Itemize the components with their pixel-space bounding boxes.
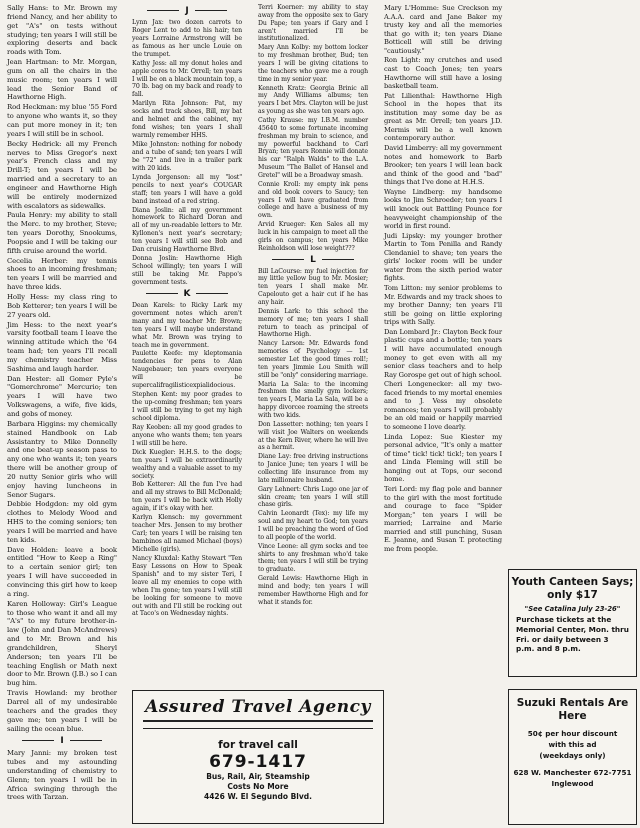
will-entry: Gerald Lewis: Hawthorne High in mind and body; ten years I will remember Hawthorne High and for what it stands for. (258, 575, 368, 606)
column-2 (132, 4, 242, 626)
will-entry: David Limberry: all my government notes and homework to Barb Brooker; ten years I will lean back and think of the good and "bad" things that I've done at H.H.S. (384, 144, 502, 187)
entries-k (132, 302, 242, 619)
will-entry: Teri Lord: my flag pole and banner to the girl with the most fortitude and courage to face "Spider Morgan;" ten years I will be married; Larraine and Marie married and still punching, Susan E. Jeanne, and Susan T. protecting me from people. (384, 484, 502, 553)
will-entry: Don Lassetter: nothing; ten years I will visit Joe Walters on weekends at the Kern River, where he will live as a hermit. (258, 420, 368, 452)
will-entry: Calvin Leonardt (Tex): my life my soul and my heart to God; ten years I will be preaching the word of God to all people of the world. (258, 510, 368, 541)
suzuki-rentals-ad (508, 689, 637, 825)
travel-agency-ad (132, 690, 384, 824)
will-entry: Becky Hedrick: all my French nerves to Miss Gregor's next year's French class and my Drill-T; ten years I will be married and a secretary to an engineer and Hawthorne High will be entirely modernized with escalators as sidewalks. (7, 139, 117, 210)
suzuki-line-6: 628 W. Manchester 672-7751 (513, 768, 632, 777)
section-divider-j: J (132, 8, 242, 16)
will-entry: Mary Janni: my broken test tubes and my astounding understanding of chemistry to Glenn; ten years I will be in Africa swinging through the trees with Tarzan. (7, 749, 117, 802)
will-entry: Lynda Jorgenson: all my "lost" pencils to next year's COUGAR staff; ten years I will have a gold band instead of a red string. (132, 173, 242, 205)
suzuki-line-2: Here (558, 710, 587, 722)
entries-h (7, 4, 117, 733)
travel-ad-services: Bus, Rail, Air, Steamship (206, 772, 310, 781)
suzuki-line-5: (weekdays only) (539, 751, 606, 760)
will-entry: Barbara Higgins: my chemically stained Handbook on Lab Assistantry to Mike Donnelly and one beat-up season pass to any one who wants it; ten years there will be another group of 20 nutty Senior girls who will enjoy having luncheons in Senor Sugars. (7, 419, 117, 499)
will-entry: Linda Lopez: Sue Kiester my personal advice, "It's only a matter of time" tick! tick! tick!; ten years I and Linda Fleming will still be hanging out at Tops, our second home. (384, 432, 502, 484)
travel-ad-title: Assured Travel Agency (145, 697, 371, 717)
entries-k-continued (258, 4, 368, 253)
travel-ad-more: Costs No More (227, 782, 289, 791)
will-entry: Paula Henry: my ability to stall the Merc. to my brother, Steve; ten years Dorothy, Snookums, Poopsie and I will be taking our fifth cruise around the world. (7, 211, 117, 255)
suzuki-line-3: 50¢ per hour discount (527, 729, 618, 738)
will-entry: Nancy Larson: Mr. Edwards fond memories of Psychology — 1st semester Let the good times roll!; ten years Jimmie Lou Smith will still be "only" considering marriage. (258, 340, 368, 379)
entries-l-continued (384, 4, 502, 553)
will-entry: Ron Light: my crutches and used cast to Coach Jones; ten years Hawthorne will still have a losing basketball team. (384, 56, 502, 91)
entries-i (7, 749, 117, 802)
travel-ad-address: 4426 W. El Segundo Blvd. (204, 792, 312, 801)
will-entry: Maria La Sala: to the incoming freshmen the smelly gym lockers; ten years I, Maria La Sala, will be a happy divorcee roaming the streets with two kids. (258, 380, 368, 419)
column-4 (384, 4, 502, 564)
suzuki-line-1: Suzuki Rentals Are (516, 697, 629, 709)
will-entry: Stephen Kent: my poor grades to the up-coming freshman; ten years I will still be trying to get my high school diploma. (132, 391, 242, 422)
will-entry: Debbie Hodgdon: my old gym clothes to Melody Wood and HHS to the coming seniors; ten years I will be married and have ten kids. (7, 500, 117, 544)
will-entry: Terri Koerner: my ability to stay away from the opposite sex to Gary Du Pape; ten years if Gary and I aren't married I'll be institutionalized. (258, 4, 368, 43)
will-entry: Kenneth Kratz: Georgia Brinic all my Andy Williams albums; ten years I bet Mrs. Clayton will be just as young as she was ten years ago. (258, 84, 368, 116)
will-entry: Cecelia Herber: my tennis shoes to an incoming freshman; ten years I will be married and have three kids. (7, 256, 117, 292)
canteen-price: only $17 (547, 589, 598, 601)
canteen-body: Purchase tickets at the Memorial Center, Mon. thru Fri. or daily between 3 p.m. and 8 p.m. (516, 615, 629, 654)
will-entry: Dan Lombard Jr.: Clayton Beck four plastic cups and a bottle; ten years I will have accumulated enough money to get even with all my senior class teachers and to help Ray Gorospe get out of high school. (384, 327, 502, 379)
will-entry: Ray Keoben: all my good grades to anyone who wants them; ten years I will still be here. (132, 423, 242, 447)
will-entry: Holly Hess: my class ring to Bob Ketterer; ten years I will be 27 years old. (7, 293, 117, 319)
will-entry: Vince Leone: all gym socks and tee shirts to any freshman who'd take them; ten years I will still be trying to graduate. (258, 542, 368, 574)
will-entry: Dick Kuegler: H.H.S. to the dogs; ten years I will be extraordinarily wealthy and a valuable asset to my society. (132, 448, 242, 480)
section-divider-k: K (132, 291, 242, 299)
suzuki-line-4: with this ad (548, 740, 597, 749)
will-entry: Jean Hartman: to Mr. Morgan, gum on all the chairs in the music room; ten years I will lead the Senior Band of Hawthorne High. (7, 58, 117, 102)
entries-j (132, 19, 242, 287)
youth-canteen-ad (508, 569, 637, 677)
will-entry: Jim Hess: to the next year's varsity football team I leave the winning attitude which the '64 team had; ten years I'll recall my chemistry teacher Miss Sashima and laugh harder. (7, 320, 117, 373)
will-entry: Cheri Longenecker: all my two-faced friends to my mortal enemies and to J. Vess my obsolete romances; ten years I will probably be an old maid or happily married to someone I love dearly. (384, 380, 502, 431)
will-entry: Nancy Kluxdal: Kathy Stewart "Ten Easy Lessons on How to Speak Spanish" and to my sister Teri, I leave all my enemies to cope with when I'm gone; ten years I will still be looking for someone to move out with and I'll still be rocking out at Taco's on Wednesday nights. (132, 554, 242, 618)
canteen-see-line: "See Catalina July 23-26" (524, 605, 621, 613)
will-entry: Bob Ketterer: All the fun I've had and all my straws to Bill McDonald; ten years I will be back with Holly again, if it's okay with her. (132, 481, 242, 513)
will-entry: Arvid Krueger: Ken Sales all my luck in his campaign to meet all the girls on campus; ten years Mike Reinholdson will lose weight??? (258, 221, 368, 252)
travel-ad-phone: 679-1417 (209, 752, 307, 772)
will-entry: Mary Ann Kolby: my bottom locker to my freshman brother, Bud; ten years I will be giving citations to the teachers who gave me a rough time in my senior year. (258, 44, 368, 83)
will-entry: Diane Lay: free driving instructions to Janice June; ten years I will be collecting life insurance from my late millionaire husband. (258, 453, 368, 484)
will-entry: Karen Holloway: Girl's League to those who want it and all my "A's" to my future brother-in-law (John and Dan McAndrews) and to Mr. Brown and his grandchildren, Sheryl Anderson; ten years I'll be teaching English or Math next door to Mr. Brown (J.B.) so I can bug him. (7, 599, 117, 688)
will-entry: Travis Howland: my brother Darrel all of my undesirable teachers and the grades they gave me; ten years I will be sailing the ocean blue. (7, 689, 117, 733)
will-entry: Donna Joslin: Hawthorne High School willingly; ten years I will still be taking Mr. Pappo's government tests. (132, 255, 242, 286)
will-entry: Rod Heckman: my blue '55 Ford to anyone who wants it, so they can put more money in it; ten years I will still be in school. (7, 103, 117, 138)
section-divider-l: L (258, 257, 368, 265)
will-entry: Marilyn Rita Johnson: Pat, my socks and track shoes, Bill, my bat and helmet and the cabinet, my fond wishes; ten years I shall warmly remember HHS. (132, 100, 242, 140)
will-entry: Lynn Jax: two dozen carrots to Roger Lent to add to his hair; ten years Lorraine Armstrong will be as famous as her uncle Louie on the trumpet. (132, 18, 242, 58)
will-entry: Sally Hans: to Mr. Brown my friend Nancy, and her ability to get "A's" on tests without studying; ten years I will still be exploring deserts and back roads with Tom. (7, 4, 117, 57)
will-entry: Judi Lipsky: my younger brother Martin to Tom Penilla and Randy Clendaniel to shave; ten years the girls' locker room will be under water from the sixth period water fights. (384, 231, 502, 283)
travel-ad-rule (143, 720, 373, 729)
entries-l (258, 268, 368, 607)
will-entry: Cathy Krause: my I.B.M. number 45640 to some fortunate incoming freshman my brain to science, and my powerful backhand to Carl Bryan; ten years Ronnie will donate his car "Ralph Walds" to the L.A. Museum "The Ballet of Hansel and Gretel" will be a Broadway smash. (258, 117, 368, 180)
will-entry: Gary Lehnert: Chris Lugo one jar of skin cream; ten years I will still chase girls. (258, 485, 368, 509)
will-entry: Dennis Lark: to this school the memory of me; ten years I shall return to teach as principal of Hawthorne High. (258, 307, 368, 339)
canteen-headline: Youth Canteen Says; (511, 576, 634, 588)
suzuki-line-7: Inglewood (551, 779, 594, 788)
will-entry: Paulette Keefe: my kleptomania tendencies for pens to Alan Naugebauer; ten years everyone will be supercalifragilisticexpialidocious. (132, 350, 242, 390)
will-entry: Pat Lilienthal: Hawthorne High School in the hopes that its institution may some day be as great as Mr. Orrell; ten years J.D. Mermis will be a well known contemporary author. (384, 91, 502, 143)
will-entry: Bill LaCourse: my fuel injection for my little yellow bug to Mr. Mosier; ten years I shall make Mr. Capelouto get a hair cut if he has any hair. (258, 267, 368, 306)
will-entry: Mary L'Homme: Sue Creckson my A.A.A. card and Jane Baker my trusty key and all the memories that go with it; ten years Diane Botticell will still be driving "cautiously." (384, 4, 502, 55)
will-entry: Mike Johnston: nothing for nobody and a tube of sand; ten years I will be "72" and live in a trailer park with 20 kids. (132, 141, 242, 172)
will-entry: Dave Holden: leave a book entitled "How to Keep a Ring" to a certain senior girl; ten years I will have succeeded in convincing this girl how to keep a ring. (7, 545, 117, 598)
will-entry: Connie Kroll: my empty ink pens and old book covers to Saucy; ten years I will have graduated from college and have a business of my own. (258, 180, 368, 220)
will-entry: Tom Litton: my senior problems to Mr. Edwards and my track shoes to my brother Danny; ten years I'll still be going on little exploring trips with Sally. (384, 284, 502, 327)
will-entry: Dan Hester: all Gomer Pyle's "Gomerchrome" Mercurio; ten years I will have two Volkswagens, a wife, five kids, and gobs of money. (7, 374, 117, 418)
will-entry: Dean Karels: to Ricky Lark my government notes which aren't many and my teacher Mr. Brown; ten years I will maybe understand what Mr. Brown was trying to teach me in government. (132, 301, 242, 349)
column-1 (7, 4, 117, 824)
section-divider-i: I (7, 737, 117, 746)
column-3 (258, 4, 368, 626)
will-entry: Wayne Lindberg: my handsome looks to Jim Schroeder; ten years I will knock out Battling Pounce for heavyweight championship of the world in first round. (384, 187, 502, 231)
will-entry: Kathy Jess: all my donut holes and apple cores to Mr. Orrell; ten years I will be on a black mountain top, a 70 lb. bag on my back and ready to fall. (132, 59, 242, 99)
will-entry: Karlyn Klensch: my government teacher Mrs. Jensen to my brother Carl; ten years I will be raising ten bambinos all named Michael (boys) Michelle (girls). (132, 514, 242, 553)
travel-ad-call-label: for travel call (218, 739, 298, 751)
will-entry: Diana Joslin: all my government homework to Richard Doran and all of my un-readable letters to Mr. Kyllonen's next year's secretary; ten years I will still see Bob and Dan cruising Hawthorne Blvd. (132, 206, 242, 254)
